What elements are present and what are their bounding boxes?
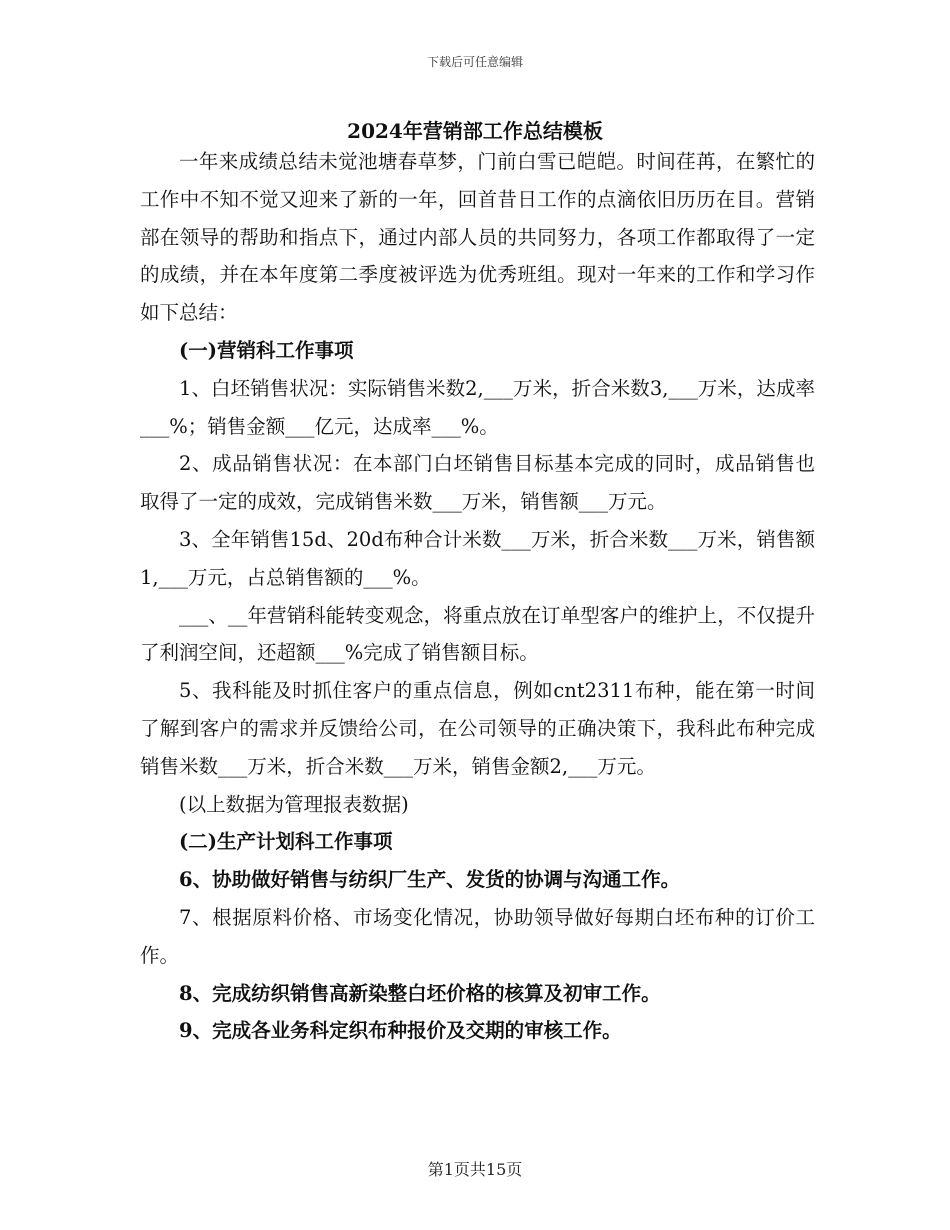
paragraph-item-5: 5、我科能及时抓住客户的重点信息，例如cnt2311布种，能在第一时间了解到客户的需求并反馈给公司，在公司领导的正确决策下，我科此布种完成销售米数___万米，折合米数___万米，销售金额2,___万元。 xyxy=(140,679,815,778)
section-heading-production: (二)生产计划科工作事项 xyxy=(179,830,393,854)
paragraph-item-6: 6、协助做好销售与纺织厂生产、发货的协调与沟通工作。 xyxy=(179,868,681,892)
paragraph-data-note: (以上数据为管理报表数据) xyxy=(179,792,409,816)
paragraph-item-1: 1、白坯销售状况：实际销售米数2,___万米，折合米数3,___万米，达成率___%；销售金额___亿元，达成率___%。 xyxy=(140,376,815,438)
paragraph-item-3: 3、全年销售15d、20d布种合计米数___万米，折合米数___万米，销售额1,___万元，占总销售额的___%。 xyxy=(140,527,815,589)
page-number-footer: 第1页共15页 xyxy=(427,1160,523,1179)
paragraph-intro: 一年来成绩总结未觉池塘春草梦，门前白雪已皑皑。时间荏苒，在繁忙的工作中不知不觉又迎来了新的一年，回首昔日工作的点滴依旧历历在目。营销部在领导的帮助和指点下，通过内部人员的共同努力，各项工作都取得了一定的成绩，并在本年度第二季度被评选为优秀班组。现对一年来的工作和学习作如下总结： xyxy=(140,150,815,325)
paragraph-item-7: 7、根据原料价格、市场变化情况，协助领导做好每期白坯布种的订价工作。 xyxy=(140,905,815,967)
document-title: 2024年营销部工作总结模板 xyxy=(347,119,603,143)
paragraph-item-9: 9、完成各业务科定织布种报价及交期的审核工作。 xyxy=(179,1019,622,1043)
paragraph-item-8: 8、完成纺织销售高新染整白坯价格的核算及初审工作。 xyxy=(179,981,661,1005)
section-heading-marketing: (一)营销科工作事项 xyxy=(179,338,354,362)
paragraph-item-2: 2、成品销售状况：在本部门白坯销售目标基本完成的同时，成品销售也取得了一定的成效，完成销售米数___万米，销售额___万元。 xyxy=(140,452,815,514)
paragraph-item-4: ___、__年营销科能转变观念，将重点放在订单型客户的维护上，不仅提升了利润空间，还超额___%完成了销售额目标。 xyxy=(140,603,815,665)
header-note: 下载后可任意编辑 xyxy=(426,55,523,69)
document-body xyxy=(140,143,815,1050)
